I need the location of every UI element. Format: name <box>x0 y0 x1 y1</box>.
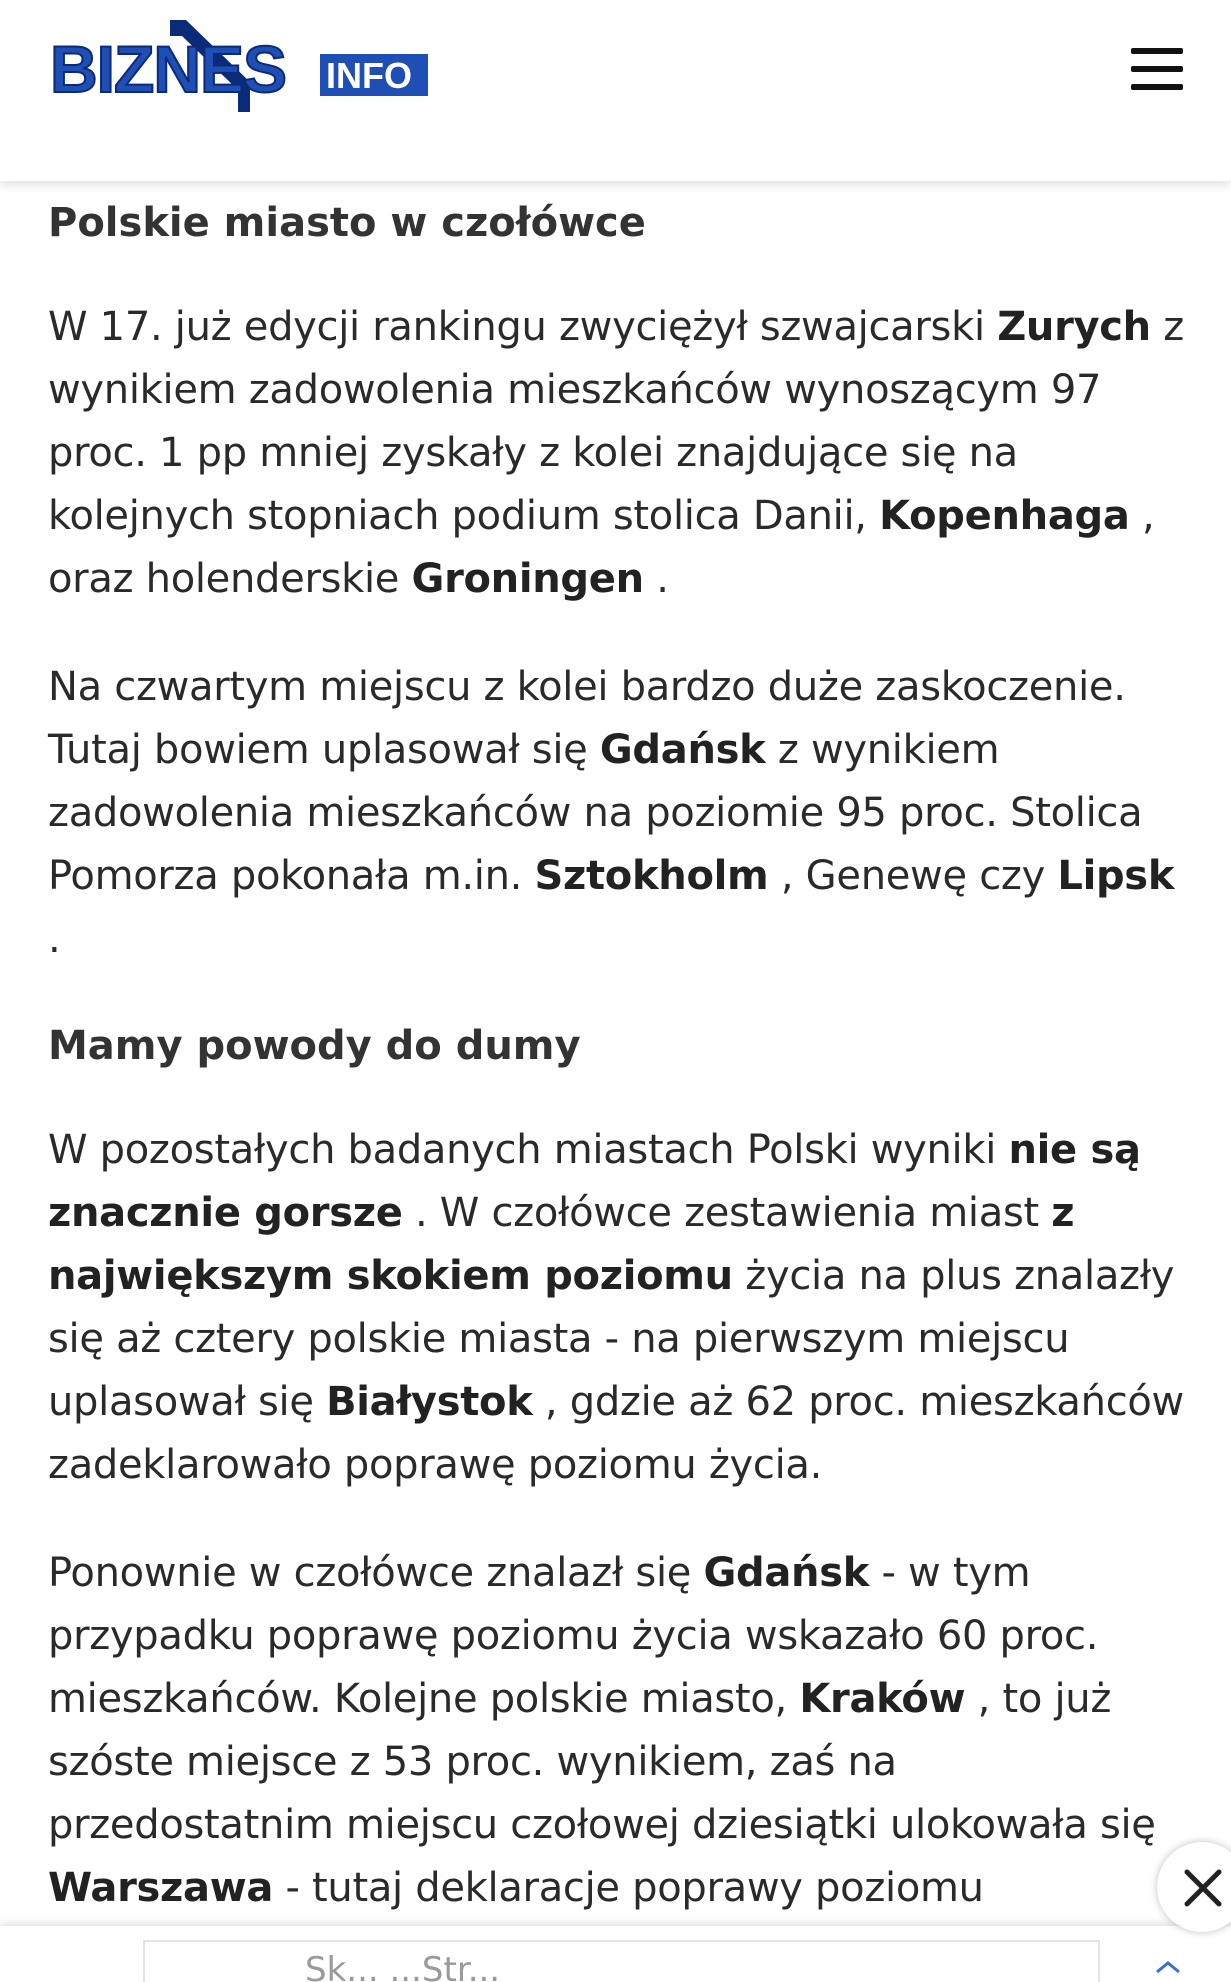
bold-phrase: z największym skokiem poziomu <box>48 1190 1075 1299</box>
bold-city: Kopenhaga <box>879 493 1130 539</box>
paragraph-bialystok <box>48 1119 1188 1497</box>
hamburger-menu-icon[interactable] <box>1131 48 1183 90</box>
text-span: . <box>643 556 669 602</box>
bold-city: Zurych <box>997 304 1151 350</box>
text-span: W 17. już edycji rankingu zwyciężył szwajcarski <box>48 304 998 350</box>
article-body <box>48 181 1188 1965</box>
bold-city: Sztokholm <box>534 853 769 899</box>
bold-city: Warszawa <box>48 1865 274 1911</box>
bold-phrase: nie są znacznie gorsze <box>48 1127 1141 1236</box>
logo-sub-text: INFO <box>326 55 412 96</box>
chevron-up-icon <box>1155 1960 1181 1974</box>
logo-main-text: BIZNES <box>50 32 287 106</box>
section-title-proud: Mamy powody do dumy <box>48 1023 581 1069</box>
bold-city: Białystok <box>326 1379 533 1425</box>
bold-city: Gdańsk <box>703 1550 870 1596</box>
text-span: Ponownie w czołówce znalazł się <box>48 1550 704 1596</box>
bizneasinfo-logo[interactable] <box>50 20 430 120</box>
text-span: . <box>48 916 61 962</box>
bottom-ad-bar <box>0 1926 1231 1982</box>
ad-text: Sk... ...Str... <box>305 1950 501 1982</box>
text-span: . W czołówce zestawienia miast <box>402 1190 1052 1236</box>
text-span: - w tym przypadku poprawę poziomu życia wskazało 60 proc. mieszkańców. Kolejne polskie miasto, <box>48 1550 1099 1722</box>
text-span: z wynikiem zadowolenia mieszkańców na poziomie 95 proc. Stolica Pomorza pokonała m.in. <box>48 727 1143 899</box>
paragraph-krakow <box>48 1542 1188 1920</box>
bold-city: Gdańsk <box>599 727 766 773</box>
text-span: , gdzie aż 62 proc. mieszkańców zadeklarowało poprawę poziomu życia. <box>48 1379 1184 1488</box>
text-span: Na czwartym miejscu z kolei bardzo duże zaskoczenie. Tutaj bowiem uplasował się <box>48 664 1126 773</box>
text-span: , oraz holenderskie <box>48 493 1155 602</box>
text-span: W pozostałych badanych miastach Polski wyniki <box>48 1127 1009 1173</box>
ad-container[interactable] <box>143 1940 1100 1982</box>
close-icon <box>1183 1868 1223 1908</box>
text-span: życia na plus znalazły się aż cztery polskie miasta - na pierwszym miejscu uplasował się <box>48 1253 1175 1425</box>
text-span: z wynikiem zadowolenia mieszkańców wynoszącym 97 proc. 1 pp mniej zyskały z kolei znajdujące się na kolejnych stopniach podium stolica Danii, <box>48 304 1184 539</box>
text-span: - tutaj deklaracje poprawy poziomu <box>273 1865 984 1911</box>
paragraph-zurich <box>48 296 1188 611</box>
bold-city: Groningen <box>411 556 644 602</box>
bold-city: Kraków <box>799 1676 966 1722</box>
section-title-polish-city: Polskie miasto w czołówce <box>48 200 646 246</box>
text-span: , to już szóste miejsce z 53 proc. wynikiem, zaś na przedostatnim miejscu czołowej dziesiątki ulokowała się <box>48 1676 1156 1848</box>
text-span: , Genewę czy <box>768 853 1058 899</box>
site-header <box>0 0 1231 181</box>
bold-city: Lipsk <box>1057 853 1175 899</box>
paragraph-gdansk <box>48 656 1188 971</box>
